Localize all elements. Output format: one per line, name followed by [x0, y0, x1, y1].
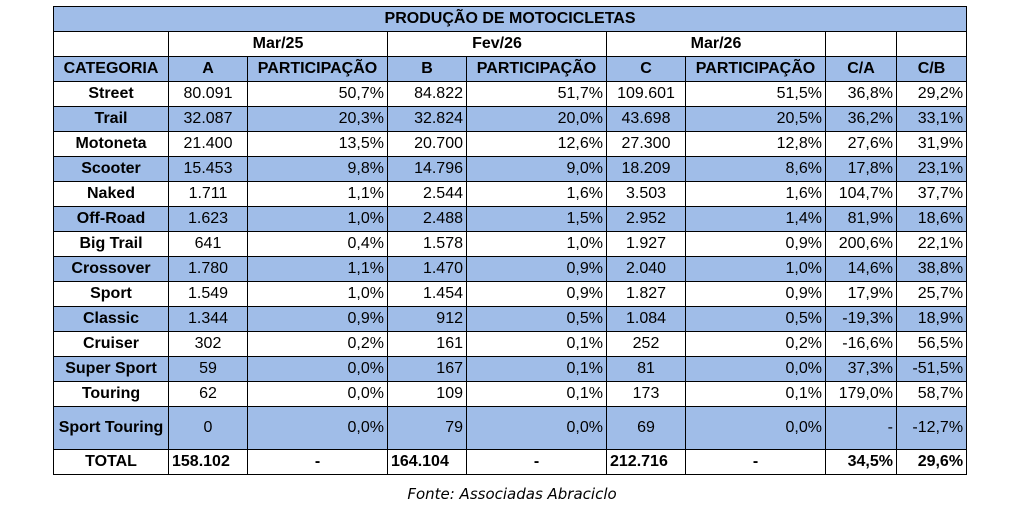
column-header-row [54, 57, 967, 82]
value-cell-c: 1.927 [607, 232, 686, 257]
value-cell-ca: 14,6% [826, 257, 897, 282]
value-cell-pc: 20,5% [686, 107, 826, 132]
source-caption: Fonte: Associadas Abraciclo [407, 485, 617, 503]
value-cell-pb: 0,9% [467, 282, 607, 307]
value-cell-b: 84.822 [388, 82, 467, 107]
value-cell-pb: 9,0% [467, 157, 607, 182]
value-cell-pc: 0,0% [686, 357, 826, 382]
value-cell-pb: 20,0% [467, 107, 607, 132]
value-cell-pa: 0,9% [248, 307, 388, 332]
value-cell-pa: 13,5% [248, 132, 388, 157]
period-empty-cell [897, 32, 967, 57]
value-cell-c: 252 [607, 332, 686, 357]
col-header-c: C [607, 57, 686, 82]
col-header-participacao-c: PARTICIPAÇÃO [686, 57, 826, 82]
value-cell-cb: 58,7% [897, 382, 967, 407]
value-cell-pb: 1,0% [467, 232, 607, 257]
value-cell-pa: - [248, 450, 388, 475]
value-cell-a: 80.091 [169, 82, 248, 107]
value-cell-pc: 1,0% [686, 257, 826, 282]
value-cell-pc: 12,8% [686, 132, 826, 157]
period-mar26: Mar/26 [607, 32, 826, 57]
value-cell-a: 1.549 [169, 282, 248, 307]
table-title: PRODUÇÃO DE MOTOCICLETAS [54, 7, 967, 32]
table-row [54, 232, 967, 257]
value-cell-c: 3.503 [607, 182, 686, 207]
category-cell: TOTAL [54, 450, 169, 475]
value-cell-a: 1.780 [169, 257, 248, 282]
production-table-container [53, 6, 966, 475]
value-cell-a: 1.623 [169, 207, 248, 232]
value-cell-b: 912 [388, 307, 467, 332]
value-cell-b: 109 [388, 382, 467, 407]
value-cell-pc: - [686, 450, 826, 475]
value-cell-cb: 56,5% [897, 332, 967, 357]
table-row [54, 157, 967, 182]
value-cell-pc: 1,4% [686, 207, 826, 232]
value-cell-c: 2.040 [607, 257, 686, 282]
value-cell-ca: 104,7% [826, 182, 897, 207]
value-cell-pa: 1,0% [248, 207, 388, 232]
value-cell-pc: 0,1% [686, 382, 826, 407]
table-row [54, 332, 967, 357]
value-cell-b: 2.488 [388, 207, 467, 232]
value-cell-pb: 12,6% [467, 132, 607, 157]
col-header-b: B [388, 57, 467, 82]
category-cell: Motoneta [54, 132, 169, 157]
table-row [54, 207, 967, 232]
category-cell: Crossover [54, 257, 169, 282]
value-cell-pb: 0,1% [467, 382, 607, 407]
category-cell: Street [54, 82, 169, 107]
category-cell: Scooter [54, 157, 169, 182]
value-cell-pc: 51,5% [686, 82, 826, 107]
value-cell-b: 1.578 [388, 232, 467, 257]
value-cell-a: 21.400 [169, 132, 248, 157]
value-cell-pa: 9,8% [248, 157, 388, 182]
value-cell-ca: - [826, 407, 897, 450]
period-empty-cell [826, 32, 897, 57]
value-cell-cb: -51,5% [897, 357, 967, 382]
value-cell-c: 212.716 [607, 450, 686, 475]
category-cell: Classic [54, 307, 169, 332]
col-header-cb: C/B [897, 57, 967, 82]
value-cell-a: 32.087 [169, 107, 248, 132]
total-row [54, 450, 967, 475]
category-cell: Trail [54, 107, 169, 132]
value-cell-b: 1.454 [388, 282, 467, 307]
value-cell-cb: 33,1% [897, 107, 967, 132]
value-cell-a: 1.344 [169, 307, 248, 332]
value-cell-pa: 50,7% [248, 82, 388, 107]
value-cell-pb: 0,1% [467, 357, 607, 382]
value-cell-pc: 0,5% [686, 307, 826, 332]
table-row [54, 407, 967, 450]
category-cell: Touring [54, 382, 169, 407]
table-row [54, 107, 967, 132]
value-cell-a: 15.453 [169, 157, 248, 182]
col-header-a: A [169, 57, 248, 82]
value-cell-a: 62 [169, 382, 248, 407]
col-header-ca: C/A [826, 57, 897, 82]
value-cell-ca: 81,9% [826, 207, 897, 232]
table-row [54, 82, 967, 107]
value-cell-pa: 0,4% [248, 232, 388, 257]
value-cell-pb: 1,5% [467, 207, 607, 232]
table-row [54, 382, 967, 407]
value-cell-a: 0 [169, 407, 248, 450]
value-cell-pb: 0,5% [467, 307, 607, 332]
value-cell-cb: 25,7% [897, 282, 967, 307]
value-cell-c: 109.601 [607, 82, 686, 107]
value-cell-b: 1.470 [388, 257, 467, 282]
value-cell-pa: 1,1% [248, 257, 388, 282]
value-cell-ca: 200,6% [826, 232, 897, 257]
category-cell: Naked [54, 182, 169, 207]
value-cell-c: 43.698 [607, 107, 686, 132]
value-cell-pc: 0,9% [686, 282, 826, 307]
value-cell-b: 20.700 [388, 132, 467, 157]
value-cell-b: 164.104 [388, 450, 467, 475]
value-cell-c: 18.209 [607, 157, 686, 182]
value-cell-pa: 0,0% [248, 407, 388, 450]
value-cell-cb: 37,7% [897, 182, 967, 207]
value-cell-b: 161 [388, 332, 467, 357]
value-cell-pb: 1,6% [467, 182, 607, 207]
value-cell-ca: 36,2% [826, 107, 897, 132]
value-cell-pa: 0,0% [248, 382, 388, 407]
value-cell-pa: 0,0% [248, 357, 388, 382]
value-cell-pb: 51,7% [467, 82, 607, 107]
value-cell-pc: 1,6% [686, 182, 826, 207]
value-cell-a: 158.102 [169, 450, 248, 475]
value-cell-cb: 18,9% [897, 307, 967, 332]
value-cell-pb: 0,1% [467, 332, 607, 357]
category-cell: Sport Touring [54, 407, 169, 450]
table-row [54, 307, 967, 332]
category-cell: Sport [54, 282, 169, 307]
value-cell-ca: 27,6% [826, 132, 897, 157]
value-cell-ca: -16,6% [826, 332, 897, 357]
value-cell-pa: 1,0% [248, 282, 388, 307]
period-mar25: Mar/25 [169, 32, 388, 57]
value-cell-c: 81 [607, 357, 686, 382]
col-header-categoria: CATEGORIA [54, 57, 169, 82]
value-cell-pc: 0,2% [686, 332, 826, 357]
value-cell-pb: 0,9% [467, 257, 607, 282]
value-cell-ca: 17,8% [826, 157, 897, 182]
value-cell-cb: 29,6% [897, 450, 967, 475]
value-cell-a: 1.711 [169, 182, 248, 207]
value-cell-c: 69 [607, 407, 686, 450]
value-cell-pa: 1,1% [248, 182, 388, 207]
value-cell-b: 32.824 [388, 107, 467, 132]
table-row [54, 282, 967, 307]
value-cell-c: 173 [607, 382, 686, 407]
category-cell: Off-Road [54, 207, 169, 232]
value-cell-pc: 0,0% [686, 407, 826, 450]
value-cell-ca: 179,0% [826, 382, 897, 407]
category-cell: Big Trail [54, 232, 169, 257]
col-header-participacao-a: PARTICIPAÇÃO [248, 57, 388, 82]
value-cell-ca: 34,5% [826, 450, 897, 475]
value-cell-a: 302 [169, 332, 248, 357]
value-cell-b: 2.544 [388, 182, 467, 207]
table-row [54, 257, 967, 282]
value-cell-cb: 31,9% [897, 132, 967, 157]
value-cell-pa: 0,2% [248, 332, 388, 357]
value-cell-cb: 23,1% [897, 157, 967, 182]
value-cell-ca: 37,3% [826, 357, 897, 382]
production-table [53, 6, 967, 475]
value-cell-cb: 29,2% [897, 82, 967, 107]
value-cell-pc: 8,6% [686, 157, 826, 182]
value-cell-ca: 17,9% [826, 282, 897, 307]
value-cell-pa: 20,3% [248, 107, 388, 132]
value-cell-pb: 0,0% [467, 407, 607, 450]
value-cell-a: 641 [169, 232, 248, 257]
value-cell-c: 1.084 [607, 307, 686, 332]
value-cell-c: 2.952 [607, 207, 686, 232]
value-cell-pb: - [467, 450, 607, 475]
value-cell-pc: 0,9% [686, 232, 826, 257]
period-empty-cell [54, 32, 169, 57]
col-header-participacao-b: PARTICIPAÇÃO [467, 57, 607, 82]
value-cell-a: 59 [169, 357, 248, 382]
value-cell-cb: 22,1% [897, 232, 967, 257]
category-cell: Super Sport [54, 357, 169, 382]
value-cell-ca: -19,3% [826, 307, 897, 332]
table-body [54, 7, 967, 475]
table-row [54, 132, 967, 157]
period-fev26: Fev/26 [388, 32, 607, 57]
value-cell-b: 14.796 [388, 157, 467, 182]
title-row [54, 7, 967, 32]
value-cell-c: 1.827 [607, 282, 686, 307]
value-cell-ca: 36,8% [826, 82, 897, 107]
value-cell-b: 167 [388, 357, 467, 382]
value-cell-b: 79 [388, 407, 467, 450]
table-row [54, 357, 967, 382]
value-cell-c: 27.300 [607, 132, 686, 157]
value-cell-cb: 18,6% [897, 207, 967, 232]
value-cell-cb: 38,8% [897, 257, 967, 282]
category-cell: Cruiser [54, 332, 169, 357]
table-row [54, 182, 967, 207]
value-cell-cb: -12,7% [897, 407, 967, 450]
period-row [54, 32, 967, 57]
